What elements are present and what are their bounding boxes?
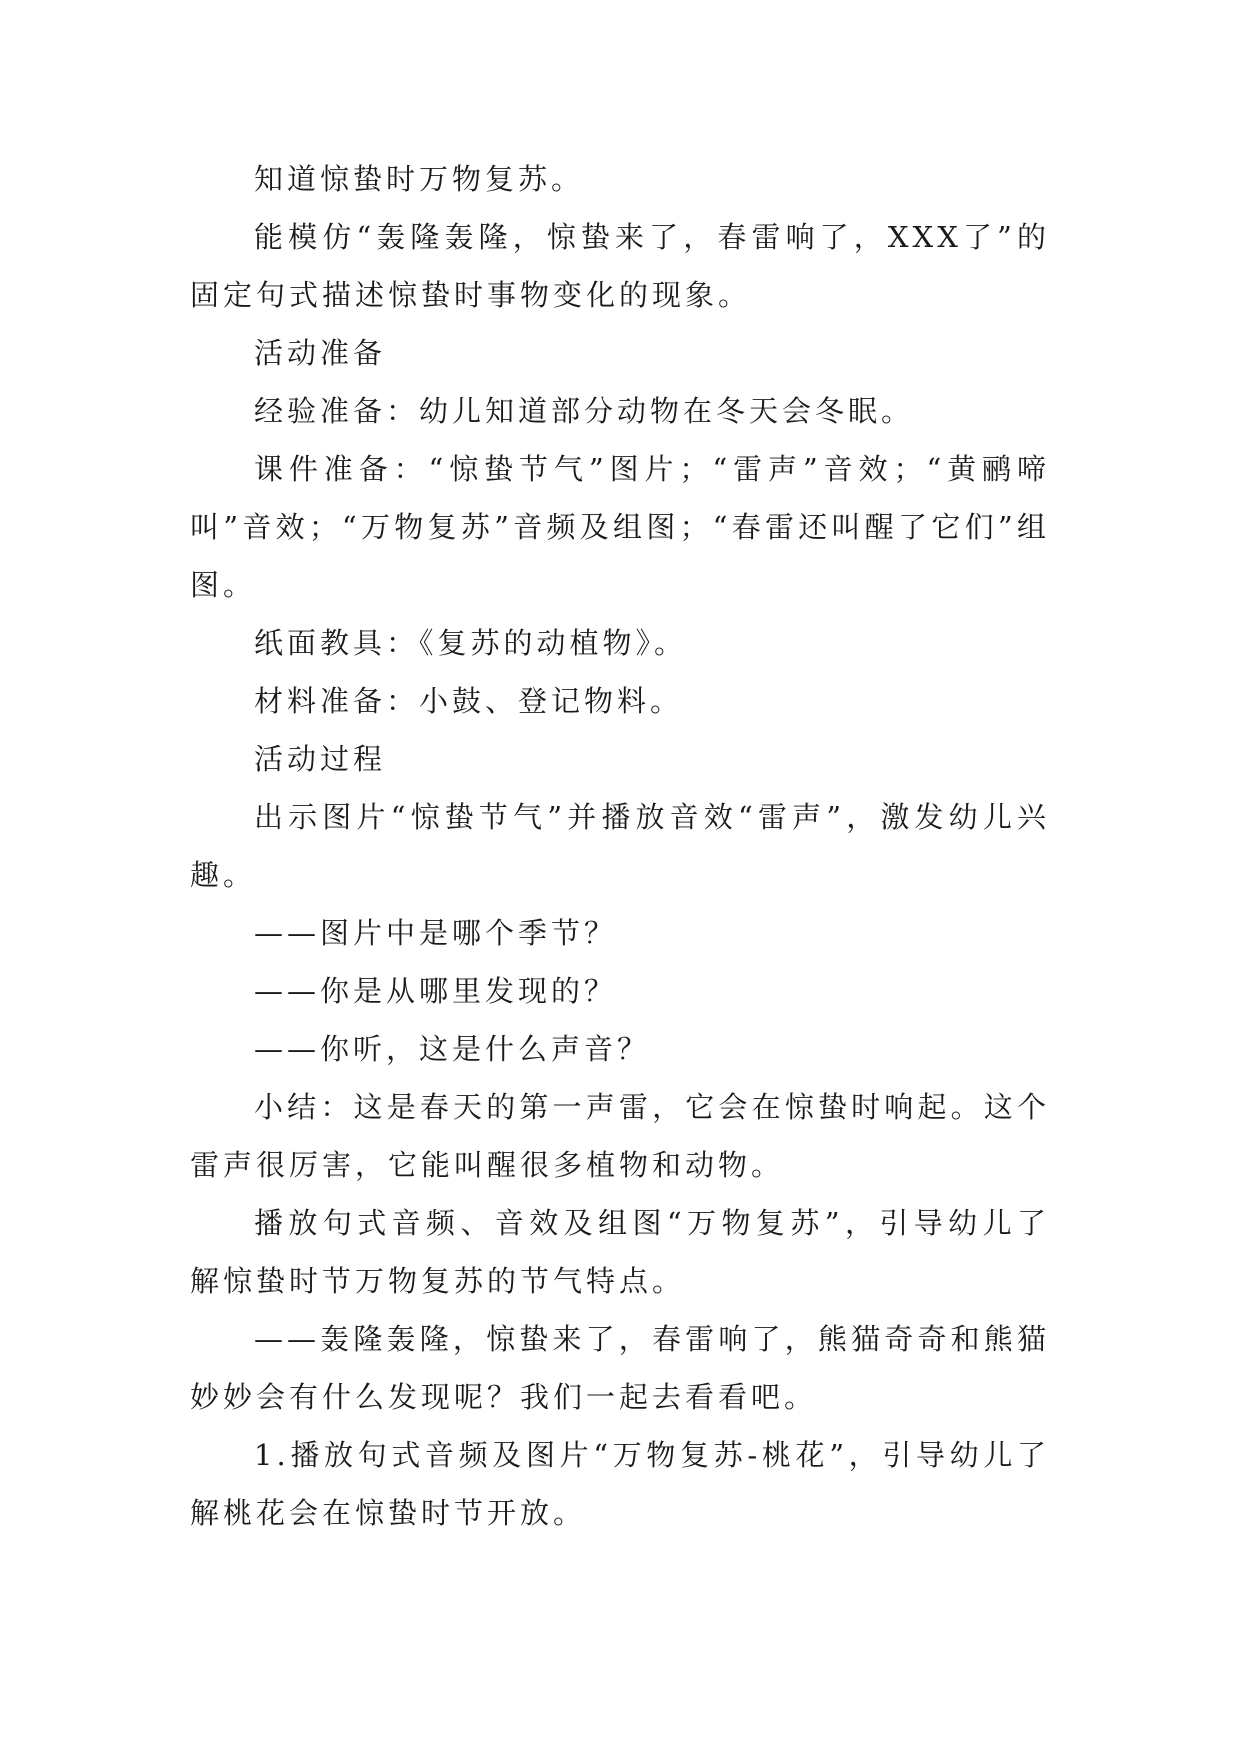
paragraph-dialogue: ——轰隆轰隆，惊蛰来了，春雷响了，熊猫奇奇和熊猫妙妙会有什么发现呢？我们一起去看看吧。 — [190, 1322, 1050, 1414]
heading-preparation: 活动准备 — [254, 336, 387, 370]
paragraph-step-1: 1.播放句式音频及图片“万物复苏-桃花”，引导幼儿了解桃花会在惊蛰时节开放。 — [190, 1438, 1050, 1530]
heading-process: 活动过程 — [254, 742, 387, 776]
paragraph-teaching-aids: 纸面教具：《复苏的动植物》。 — [254, 626, 688, 660]
paragraph-goal-1: 知道惊蛰时万物复苏。 — [254, 162, 585, 196]
paragraph-experience-prep: 经验准备：幼儿知道部分动物在冬天会冬眠。 — [254, 394, 915, 428]
paragraph-step-intro: 出示图片“惊蛰节气”并播放音效“雷声”，激发幼儿兴趣。 — [190, 800, 1050, 892]
document-body — [190, 150, 1050, 1542]
paragraph-materials-prep: 材料准备：小鼓、登记物料。 — [254, 684, 684, 718]
paragraph-goal-2: 能模仿“轰隆轰隆，惊蛰来了，春雷响了，XXX了”的固定句式描述惊蛰时事物变化的现象。 — [190, 220, 1050, 312]
paragraph-question-2: ——你是从哪里发现的？ — [254, 974, 618, 1008]
paragraph-question-1: ——图片中是哪个季节？ — [254, 916, 618, 950]
paragraph-courseware-prep: 课件准备：“惊蛰节气”图片；“雷声”音效；“黄鹂啼叫”音效；“万物复苏”音频及组图；“春雷还叫醒了它们”组图。 — [190, 452, 1050, 602]
paragraph-summary: 小结：这是春天的第一声雷，它会在惊蛰时响起。这个雷声很厉害，它能叫醒很多植物和动物。 — [190, 1090, 1050, 1182]
paragraph-question-3: ——你听，这是什么声音？ — [254, 1032, 651, 1066]
paragraph-step-audio: 播放句式音频、音效及组图“万物复苏”，引导幼儿了解惊蛰时节万物复苏的节气特点。 — [190, 1206, 1050, 1298]
